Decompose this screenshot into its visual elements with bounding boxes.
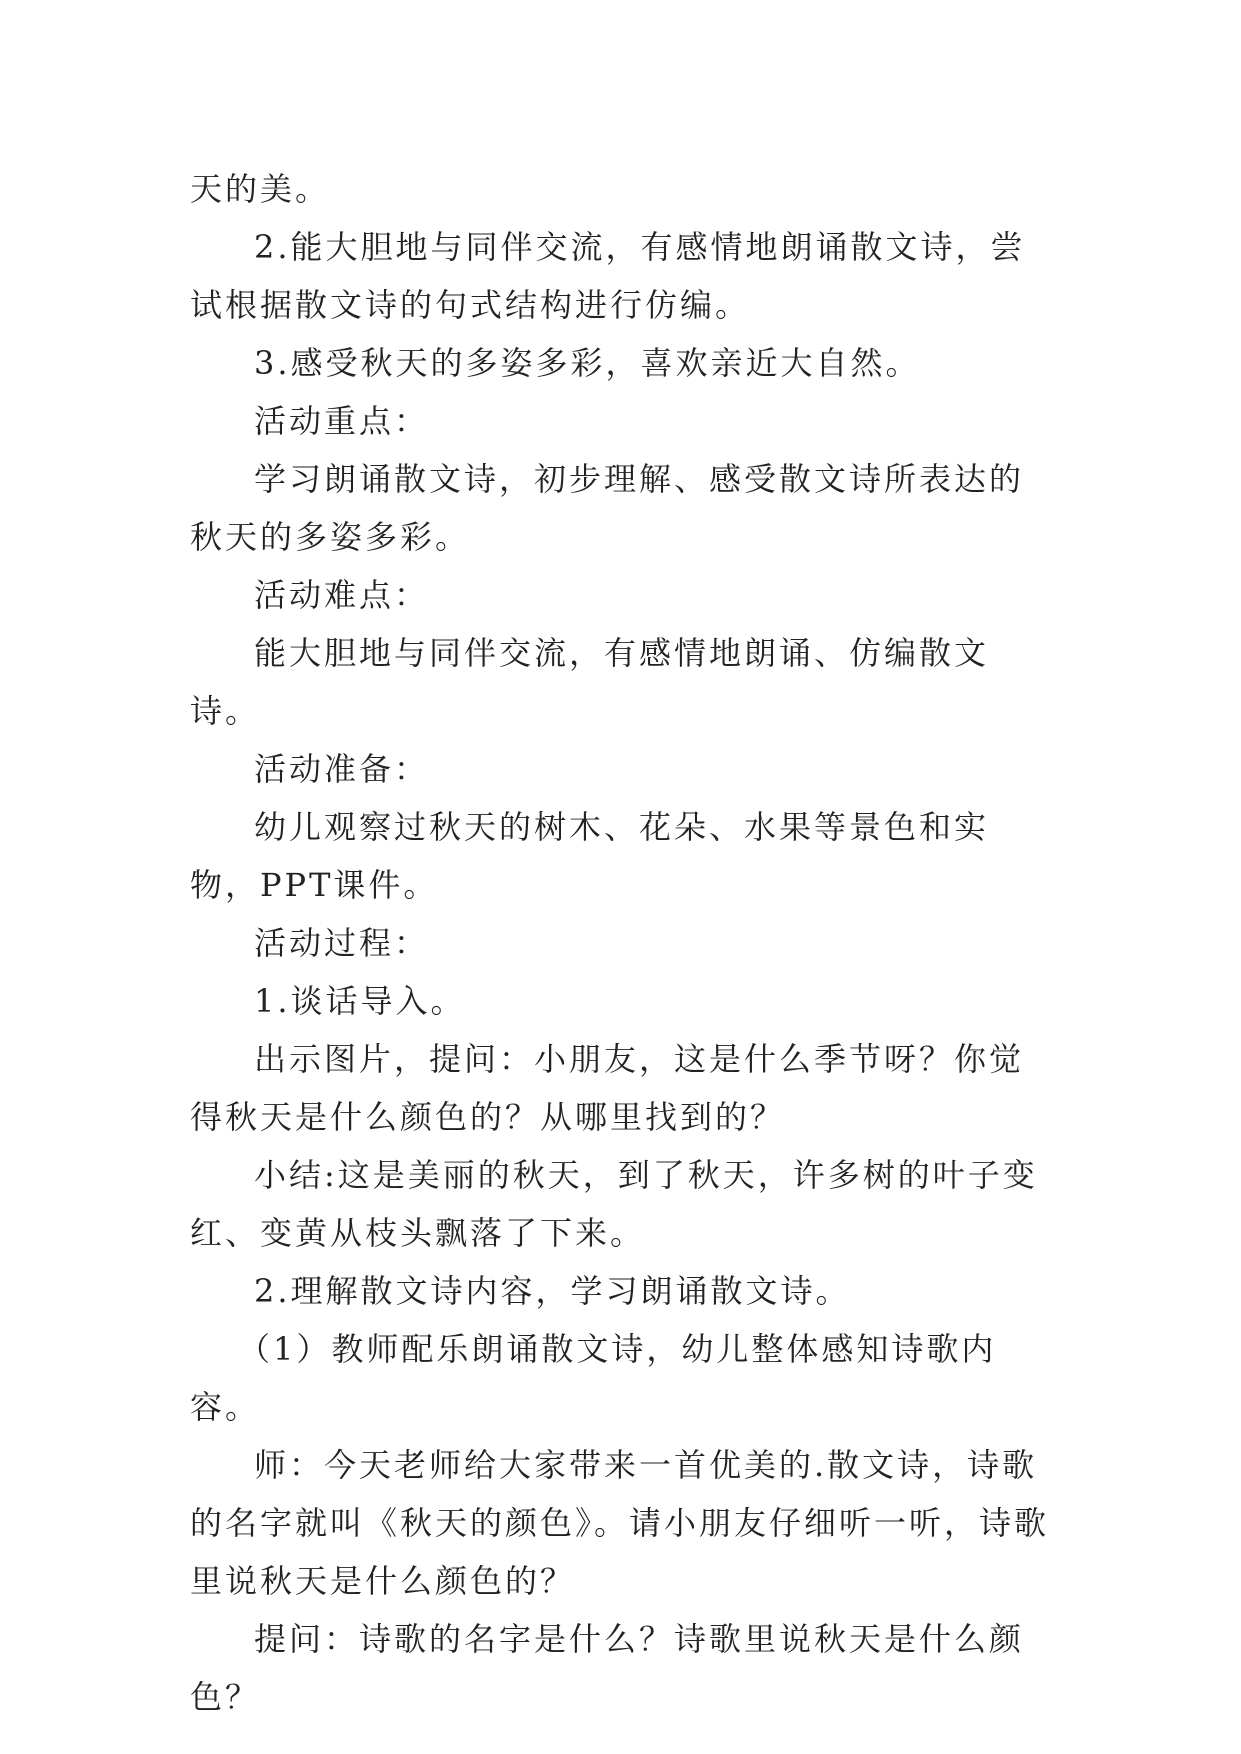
- paragraph: 2.理解散文诗内容，学习朗诵散文诗。: [254, 1272, 851, 1310]
- paragraph: （1）教师配乐朗诵散文诗，幼儿整体感知诗歌内容。: [190, 1330, 997, 1426]
- document-body: [190, 160, 1050, 1726]
- paragraph: 1.谈话导入。: [254, 982, 466, 1020]
- paragraph: 幼儿观察过秋天的树木、花朵、水果等景色和实物，PPT课件。: [190, 808, 990, 904]
- paragraph: 提问：诗歌的名字是什么？诗歌里说秋天是什么颜色？: [190, 1620, 1025, 1716]
- paragraph: 出示图片，提问：小朋友，这是什么季节呀？你觉得秋天是什么颜色的？从哪里找到的？: [190, 1040, 1025, 1136]
- paragraph: 天的美。: [190, 170, 331, 208]
- paragraph: 2.能大胆地与同伴交流，有感情地朗诵散文诗，尝试根据散文诗的句式结构进行仿编。: [190, 228, 1026, 324]
- paragraph: 能大胆地与同伴交流，有感情地朗诵、仿编散文诗。: [190, 634, 990, 730]
- section-heading: 活动难点：: [254, 576, 430, 614]
- section-heading: 活动准备：: [254, 750, 430, 788]
- paragraph: 小结:这是美丽的秋天，到了秋天，许多树的叶子变红、变黄从枝头飘落了下来。: [190, 1156, 1038, 1252]
- section-heading: 活动过程：: [254, 924, 430, 962]
- paragraph: 学习朗诵散文诗，初步理解、感受散文诗所表达的秋天的多姿多彩。: [190, 460, 1025, 556]
- paragraph: 3.感受秋天的多姿多彩，喜欢亲近大自然。: [254, 344, 921, 382]
- paragraph: 师：今天老师给大家带来一首优美的.散文诗，诗歌的名字就叫《秋天的颜色》。请小朋友仔细听一听，诗歌里说秋天是什么颜色的？: [190, 1446, 1050, 1600]
- section-heading: 活动重点：: [254, 402, 430, 440]
